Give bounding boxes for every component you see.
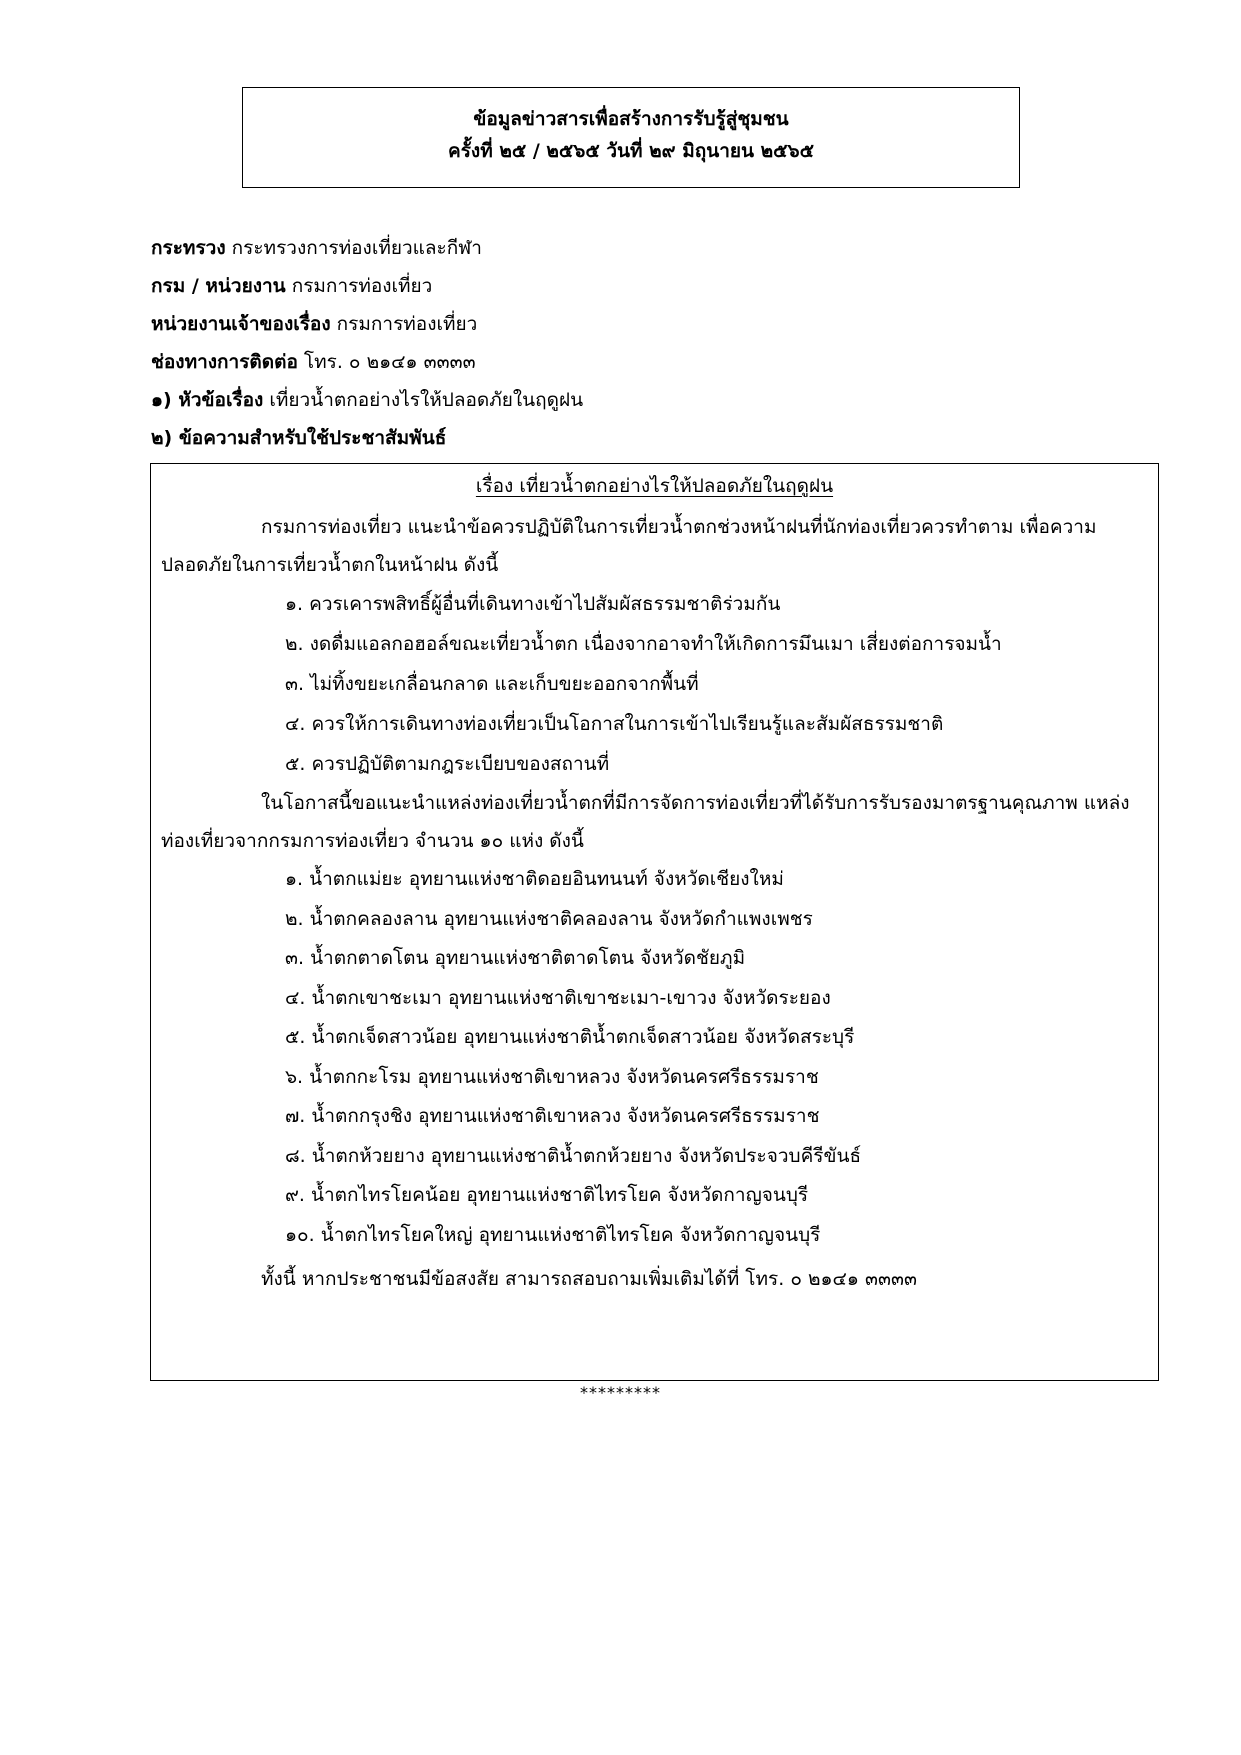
meta-section (151, 229, 1101, 457)
list-item: ๓. ไม่ทิ้งขยะเกลื่อนกลาด และเก็บขยะออกจากพื้นที่ (285, 673, 699, 695)
meta-contact-row (151, 343, 1101, 381)
dept-label: กรม / หน่วยงาน (151, 275, 286, 297)
list-item: ๑. น้ำตกแม่ยะ อุทยานแห่งชาติดอยอินทนนท์ จังหวัดเชียงใหม่ (285, 868, 784, 890)
intro-paragraph: กรมการท่องเที่ยว แนะนำข้อควรปฏิบัติในการเที่ยวน้ำตกช่วงหน้าฝนที่นักท่องเที่ยวควรทำตาม เพื่อความปลอดภัยในการเที่ยวน้ำตกในหน้าฝน ดังนี้ (161, 516, 1097, 576)
list-item: ๕. ควรปฏิบัติตามกฎระเบียบของสถานที่ (285, 753, 610, 775)
list-item: ๒. งดดื่มแอลกอฮอล์ขณะเที่ยวน้ำตก เนื่องจากอาจทำให้เกิดการมึนเมา เสี่ยงต่อการจมน้ำ (285, 633, 1002, 655)
meta-message-row (151, 419, 1101, 457)
list-item: ๘. น้ำตกห้วยยาง อุทยานแห่งชาติน้ำตกห้วยยาง จังหวัดประจวบคีรีขันธ์ (285, 1144, 862, 1167)
contact-label: ช่องทางการติดต่อ (151, 351, 298, 373)
list-item: ๑. ควรเคารพสิทธิ์ผู้อื่นที่เดินทางเข้าไปสัมผัสธรรมชาติร่วมกัน (285, 593, 781, 615)
meta-topic-row (151, 381, 1101, 419)
recommend-paragraph: ในโอกาสนี้ขอแนะนำแหล่งท่องเที่ยวน้ำตกที่มีการจัดการท่องเที่ยวที่ได้รับการรับรองมาตรฐานคุณภาพ แหล่งท่องเที่ยวจากกรมการท่องเที่ยว จำนวน ๑๐ แห่ง ดังนี้ (161, 792, 1130, 852)
list-item: ๑๐. น้ำตกไทรโยคใหญ่ อุทยานแห่งชาติไทรโยค จังหวัดกาญจนบุรี (285, 1223, 821, 1246)
list-item: ๖. น้ำตกกะโรม อุทยานแห่งชาติเขาหลวง จังหวัดนครศรีธรรมราช (285, 1065, 819, 1088)
owner-label: หน่วยงานเจ้าของเรื่อง (151, 313, 331, 335)
dept-value: กรมการท่องเที่ยว (291, 275, 433, 297)
list-item: ๔. ควรให้การเดินทางท่องเที่ยวเป็นโอกาสในการเข้าไปเรียนรู้และสัมผัสธรรมชาติ (285, 713, 944, 735)
meta-dept-row (151, 267, 1101, 305)
header-box (242, 87, 1020, 188)
list-item: ๙. น้ำตกไทรโยคน้อย อุทยานแห่งชาติไทรโยค จังหวัดกาญจนบุรี (285, 1184, 809, 1206)
press-release-title: เรื่อง เที่ยวน้ำตกอย่างไรให้ปลอดภัยในฤดูฝน (475, 475, 834, 497)
header-issue-date: ครั้งที่ ๒๕ / ๒๕๖๕ วันที่ ๒๙ มิถุนายน ๒๕๖๕ (448, 140, 814, 162)
waterfalls-list (161, 860, 1148, 1255)
list-item: ๕. น้ำตกเจ็ดสาวน้อย อุทยานแห่งชาติน้ำตกเจ็ดสาวน้อย จังหวัดสระบุรี (285, 1026, 855, 1048)
meta-ministry-row (151, 229, 1101, 267)
ministry-value: กระทรวงการท่องเที่ยวและกีฬา (231, 237, 482, 259)
topic-label: ๑) หัวข้อเรื่อง (151, 389, 264, 411)
header-title: ข้อมูลข่าวสารเพื่อสร้างการรับรู้สู่ชุมชน (473, 108, 789, 130)
list-item: ๔. น้ำตกเขาชะเมา อุทยานแห่งชาติเขาชะเมา-เขาวง จังหวัดระยอง (285, 986, 831, 1009)
meta-owner-row (151, 305, 1101, 343)
owner-value: กรมการท่องเที่ยว (336, 313, 478, 335)
tips-list (161, 584, 1148, 784)
ministry-label: กระทรวง (151, 237, 226, 259)
list-item: ๗. น้ำตกกรุงชิง อุทยานแห่งชาติเขาหลวง จังหวัดนครศรีธรรมราช (285, 1105, 820, 1127)
topic-value: เที่ยวน้ำตกอย่างไรให้ปลอดภัยในฤดูฝน (269, 389, 584, 411)
press-release-box (150, 463, 1159, 1381)
closing-line: ทั้งนี้ หากประชาชนมีข้อสงสัย สามารถสอบถามเพิ่มเติมได้ที่ โทร. ๐ ๒๑๔๑ ๓๓๓๓ (261, 1268, 917, 1290)
contact-value: โทร. ๐ ๒๑๔๑ ๓๓๓๓ (303, 351, 476, 373)
end-marker: ********* (580, 1383, 661, 1402)
list-item: ๒. น้ำตกคลองลาน อุทยานแห่งชาติคลองลาน จังหวัดกำแพงเพชร (285, 907, 813, 930)
message-label: ๒) ข้อความสำหรับใช้ประชาสัมพันธ์ (151, 427, 447, 449)
list-item: ๓. น้ำตกตาดโตน อุทยานแห่งชาติตาดโตน จังหวัดชัยภูมิ (285, 947, 746, 969)
